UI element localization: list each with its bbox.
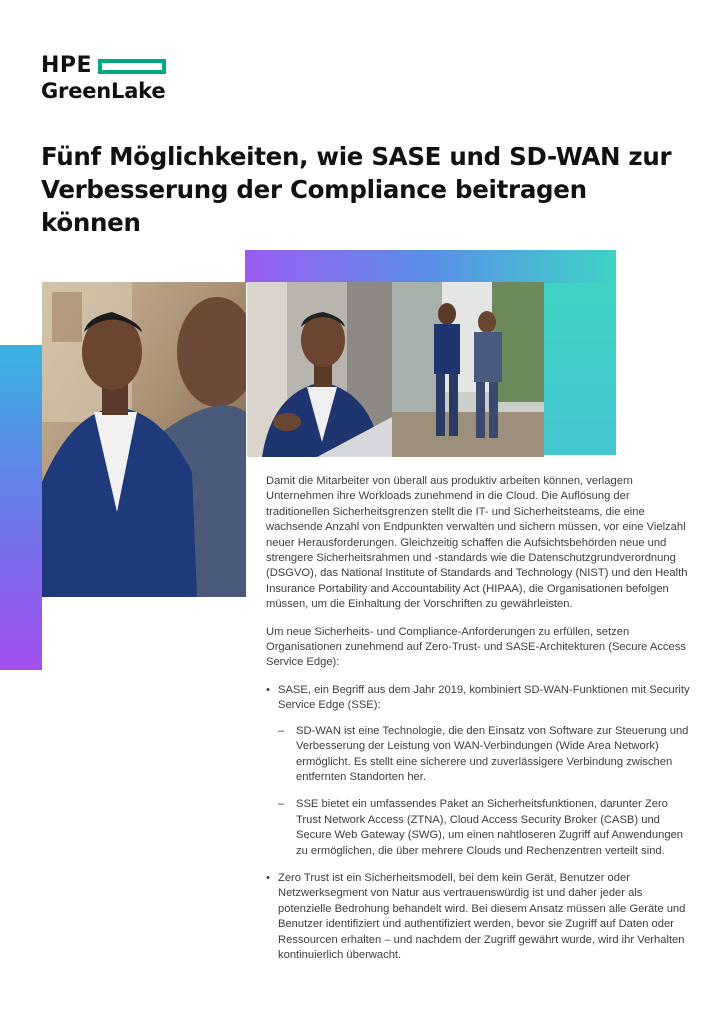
gradient-bar-top [245, 250, 616, 283]
gradient-bar-right [544, 283, 616, 455]
list-item [266, 683, 691, 859]
bullet-list [266, 683, 691, 964]
hpe-element-logo-icon [98, 59, 166, 74]
bullet-sase-text: • SASE, ein Begriff aus dem Jahr 2019, kombiniert SD-WAN-Funktionen mit Security Service Edge (SSE): [278, 683, 690, 712]
body-text [266, 474, 691, 971]
bullet-zero-trust-text: Zero Trust ist ein Sicherheitsmodell, bei dem kein Gerät, Benutzer oder Netzwerksegment von Natur aus vertrauenswürdig ist und daher jeder als potenzielle Bedrohung behandelt wird. Bei diesem Ansatz müssen alle Geräte und Benutzer identifiziert und authentifiziert werden, bevor sie Zugriff auf Daten oder Ressourcen erhalten – und nachdem der Zugriff gewährt wurde, wird ihr Verhalten kontinuierlich überwacht. [278, 871, 686, 961]
logo-brand: HPE [41, 53, 93, 78]
sub-bullet-list [278, 724, 691, 859]
sub-list-item-sse: – SSE bietet ein umfassendes Paket an Sicherheitsfunktionen, darunter Zero Trust Network Access (ZTNA), Cloud Access Security Broker (CASB) und Secure Web Gateway (SWG), um einen nahtloseren Zugriff auf Anwendungen zu ermöglichen, die über mehrere Clouds und Rechenzentren verteilt sind. [278, 797, 691, 859]
architecture-paragraph: Um neue Sicherheits- und Compliance-Anforderungen zu erfüllen, setzen Organisationen zunehmend auf Zero-Trust- und SASE-Architekturen (Secure Access Service Edge): [266, 625, 686, 669]
sub-list-item-sd-wan: – SD-WAN ist eine Technologie, die den Einsatz von Software zur Steuerung und Verbesserung der Leistung von WAN-Verbindungen (Wide Area Network) ermöglicht. Es stellt eine sicherere und zuverlässigere Verbindung zwischen entfernten Standorten her. [278, 724, 691, 786]
photo-two-colleagues-talking [42, 282, 246, 597]
hpe-greenlake-logo [41, 55, 166, 103]
title-line-1: Fünf Möglichkeiten, wie SASE und SD-WAN zur [41, 142, 672, 171]
list-item [266, 871, 691, 963]
photo-man-with-laptop [247, 282, 392, 457]
logo-product: GreenLake [41, 79, 166, 103]
intro-paragraph: Damit die Mitarbeiter von überall aus produktiv arbeiten können, verlagern Unternehmen ihre Workloads zunehmend in die Cloud. Die Auflösung der traditionellen Sicherheitsgrenzen stellt die IT- und Sicherheitsteams, die eine wachsende Anzahl von Endpunkten verwalten und sichern müssen, vor eine Vielzahl neuer Herausforderungen. Gleichzeitig schaffen die Aufsichtsbehörden neue und strengere Sicherheitsrahmen und -standards wie die Datenschutzgrundverordnung (DSGVO), das National Institute of Standards and Technology (NIST) und den Health Insurance Portability and Accountability Act (HIPAA), die Organisationen befolgen müssen, um die Einhaltung der Vorschriften zu gewährleisten. [266, 475, 688, 611]
title-line-2: Verbesserung der Compliance beitragen können [41, 175, 587, 237]
photo-two-men-walking [392, 282, 544, 457]
gradient-bar-left [0, 345, 42, 670]
page-title [41, 140, 691, 239]
